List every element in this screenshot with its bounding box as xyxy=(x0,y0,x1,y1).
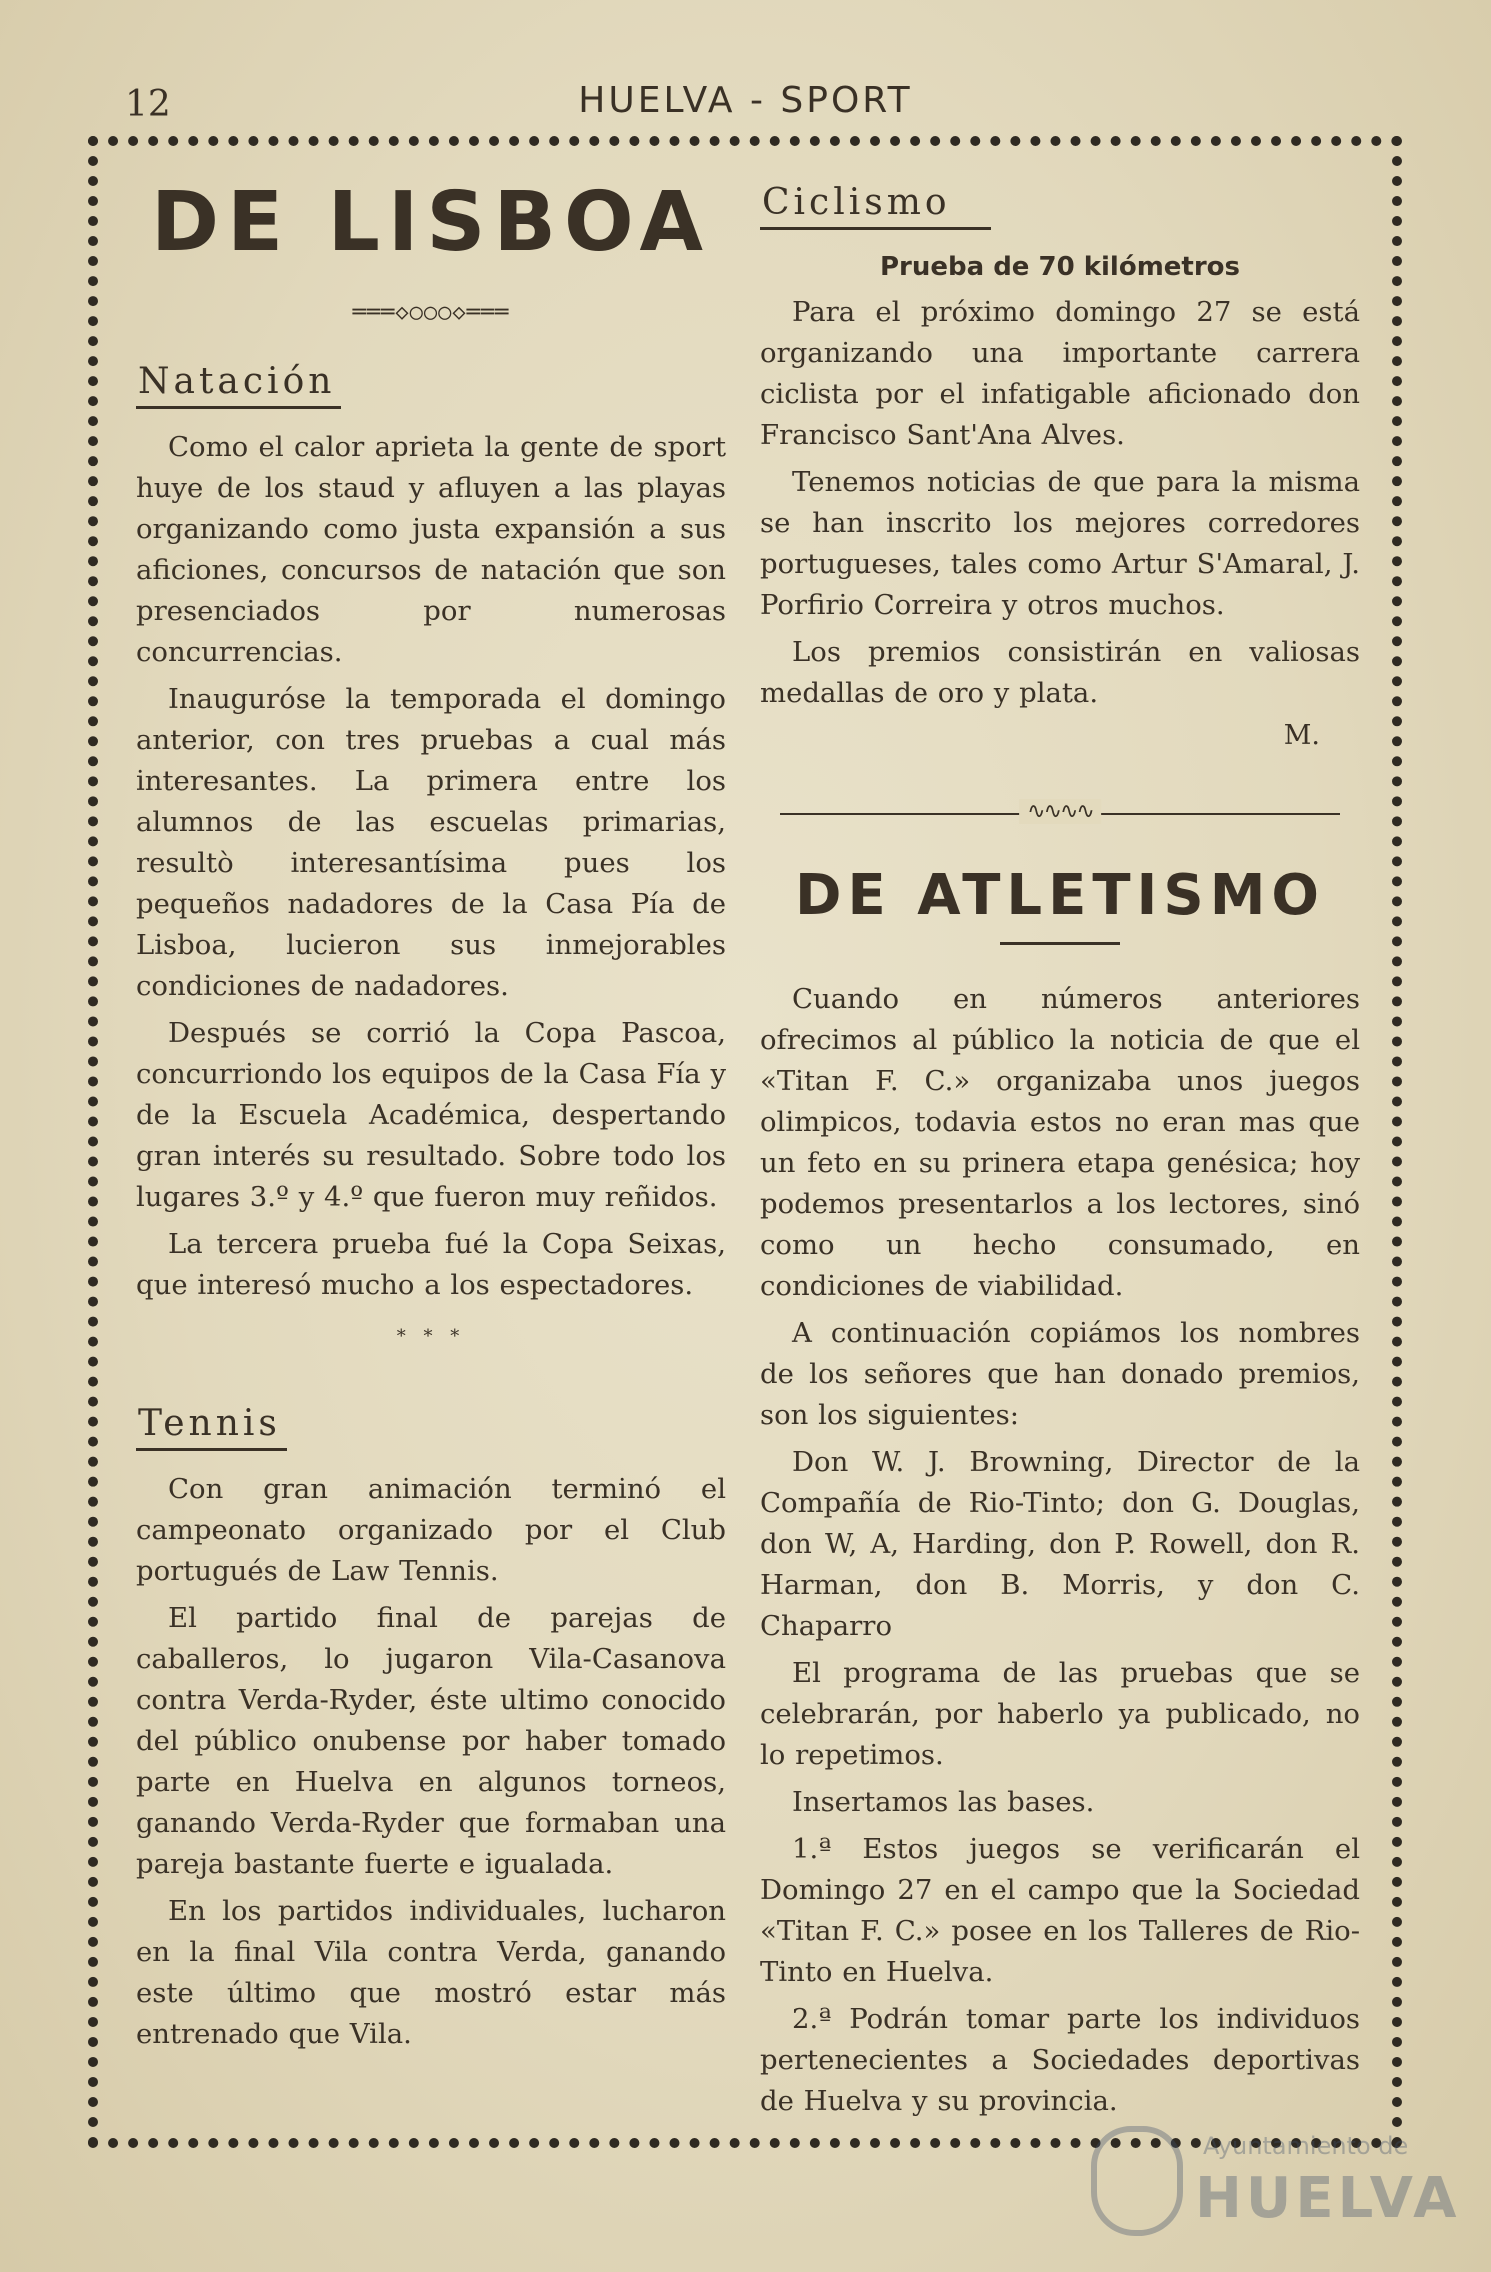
paragraph: Después se corrió la Copa Pascoa, concurriondo los equipos de la Casa Fía y de la Escuela Académica, despertando gran interés su resultado. Sobre todo los lugares 3.º y 4.º que fueron muy reñidos. xyxy=(136,1017,726,1214)
paragraph: La tercera prueba fué la Copa Seixas, que interesó mucho a los espectadores. xyxy=(136,1228,726,1302)
paragraph: A continuación copiámos los nombres de los señores que han donado premios, son los siguientes: xyxy=(760,1317,1360,1431)
right-column xyxy=(760,170,1360,2122)
paragraph: 1.ª Estos juegos se verificarán el Domingo 27 en el campo que la Sociedad «Titan F. C.» posee en los Talleres de Rio-Tinto en Huelva. xyxy=(760,1833,1360,1988)
section-title-natacion: Natación xyxy=(136,361,341,409)
wave-divider xyxy=(760,799,1360,824)
paragraph: Cuando en números anteriores ofrecimos al público la noticia de que el «Titan F. C.» organizaba unos juegos olimpicos, todavia estos no eran mas que un feto en su prinera etapa genésica; hoy podemos presentarlos a los lectores, sinó como un hecho consumado, en condiciones de viabilidad. xyxy=(760,983,1360,1302)
section-natacion xyxy=(136,355,726,1347)
paragraph: Tenemos noticias de que para la misma se han inscrito los mejores corredores portugueses, tales como Artur S'Amaral, J. Porfirio Correira y otros muchos. xyxy=(760,466,1360,621)
page-number: 12 xyxy=(125,84,171,125)
paragraph: Don W. J. Browning, Director de la Compañía de Rio-Tinto; don G. Douglas, don W, A, Harding, don P. Rowell, don R. Harman, don B. Morris, y don C. Chaparro xyxy=(760,1446,1360,1642)
paragraph: Los premios consistirán en valiosas medallas de oro y plata. xyxy=(760,636,1360,709)
paragraph: El partido final de parejas de caballeros, lo jugaron Vila-Casanova contra Verda-Ryder, éste ultimo conocido del público onubense por haber tomado parte en Huelva en algunos torneos, ganando Verda-Ryder que formaban una pareja bastante fuerte e igualada. xyxy=(136,1602,726,1881)
paragraph: Para el próximo domingo 27 se está organizando una importante carrera ciclista por el infatigable aficionado don Francisco Sant'Ana Alves. xyxy=(760,296,1360,451)
magazine-title: HUELVA - SPORT xyxy=(578,80,913,121)
running-header xyxy=(0,72,1491,132)
archive-watermark xyxy=(1091,2126,1461,2236)
section-tennis xyxy=(136,1397,726,2055)
headline-de-lisboa: DE LISBOA xyxy=(151,175,711,270)
short-rule xyxy=(1000,942,1120,945)
headline-de-atletismo: DE ATLETISMO xyxy=(794,863,1326,928)
paragraph: El programa de las pruebas que se celebrarán, por haberlo ya publicado, no lo repetimos. xyxy=(760,1657,1360,1771)
section-atletismo xyxy=(760,863,1360,2122)
ornament-divider: ═══◇○○○◇═══ xyxy=(352,300,510,326)
left-column xyxy=(136,170,726,2055)
paragraph: 2.ª Podrán tomar parte los individuos pertenecientes a Sociedades deportivas de Huelva y su provincia. xyxy=(760,2003,1360,2117)
paragraph: Insertamos las bases. xyxy=(792,1786,1095,1818)
section-title-ciclismo: Ciclismo xyxy=(760,182,991,230)
author-signature: M. xyxy=(1283,720,1320,751)
section-title-tennis: Tennis xyxy=(136,1403,287,1451)
watermark-line2: HUELVA xyxy=(1195,2166,1461,2231)
asterism-separator: * * * xyxy=(396,1326,466,1348)
wave-ornament: ∿∿∿∿ xyxy=(1019,799,1101,824)
city-seal-icon xyxy=(1091,2126,1183,2236)
section-ciclismo xyxy=(760,170,1360,751)
paragraph: En los partidos individuales, lucharon en la final Vila contra Verda, ganando este último que mostró estar más entrenado que Vila. xyxy=(136,1895,726,2051)
subheading-prueba: Prueba de 70 kilómetros xyxy=(879,252,1241,282)
paragraph: Con gran animación terminó el campeonato organizado por el Club portugués de Law Tennis. xyxy=(136,1473,726,1588)
watermark-line1: Ayuntamiento de xyxy=(1203,2132,1409,2160)
paragraph: Inauguróse la temporada el domingo anterior, con tres pruebas a cual más interesantes. La primera entre los alumnos de las escuelas primarias, resultò interesantísima pues los pequeños nadadores de la Casa Pía de Lisboa, lucieron sus inmejorables condiciones de nadadores. xyxy=(136,683,726,1003)
paragraph: Como el calor aprieta la gente de sport huye de los staud y afluyen a las playas organizando como justa expansión a sus aficiones, concursos de natación que son presenciados por numerosas concurrencias. xyxy=(136,431,726,669)
